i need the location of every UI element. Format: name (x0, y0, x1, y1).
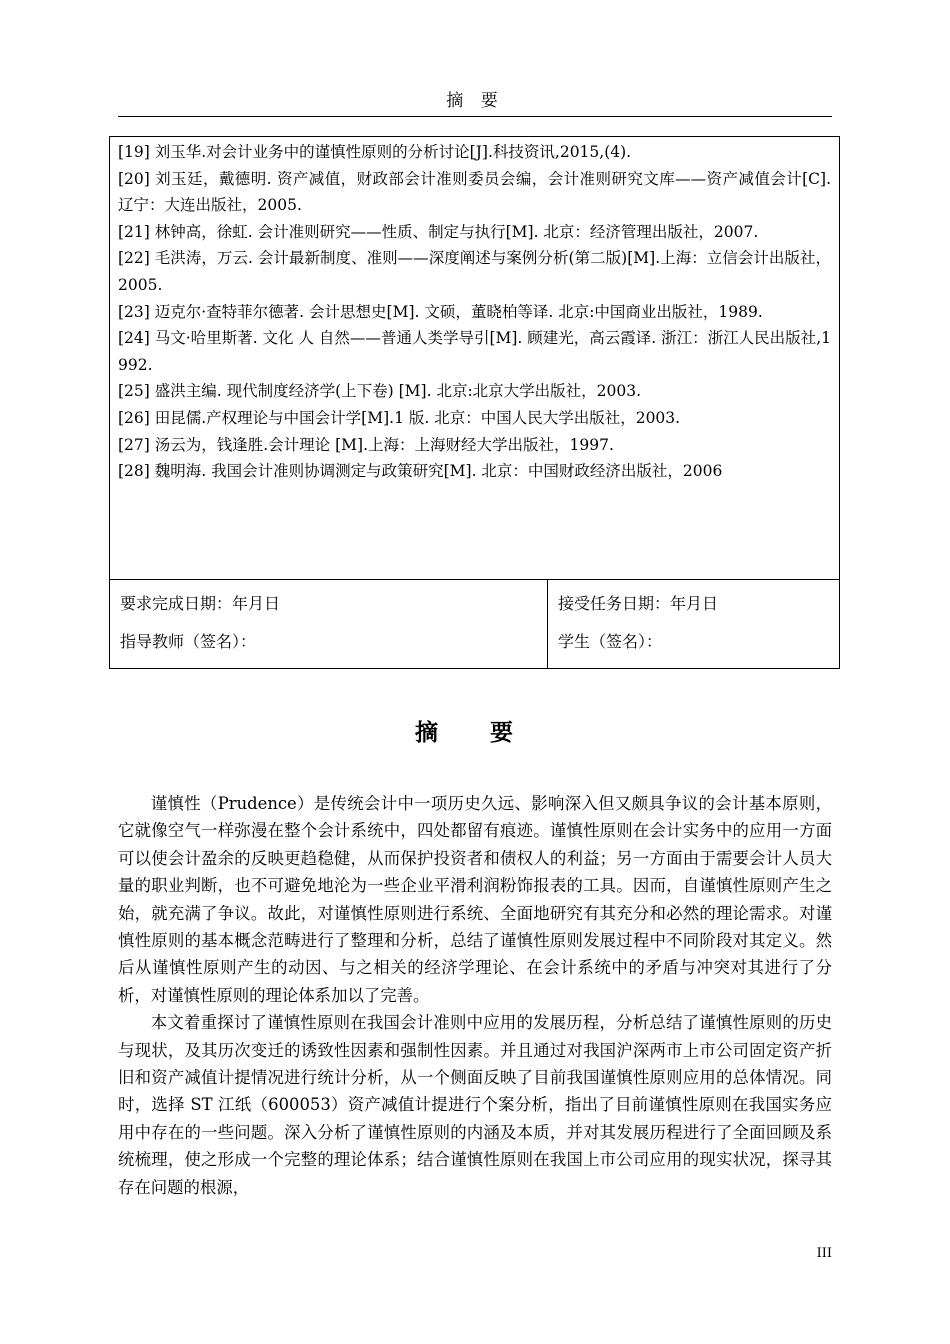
page-number: III (816, 1246, 832, 1261)
due-date-label: 要求完成日期：年月日 (120, 594, 281, 613)
reference-item: [23] 迈克尔·查特菲尔德著. 会计思想史[M]. 文硕，董晓柏等译. 北京:中国商业出版社，1989. (118, 302, 763, 321)
abstract-paragraph: 本文着重探讨了谨慎性原则在我国会计准则中应用的发展历程，分析总结了谨慎性原则的历史与现状，及其历次变迁的诱致性因素和强制性因素。并且通过对我国沪深两市上市公司固定资产折旧和资产减值计提情况进行统计分析，从一个侧面反映了目前我国谨慎性原则应用的总体情况。同时，选择 ST 江纸（600053）资产减值计提进行个案分析，指出了目前谨慎性原则在我国实务应用中存在的一些问题。深入分析了谨慎性原则的内涵及本质，并对其发展历程进行了全面回顾及系统梳理，使之形成一个完整的理论体系；结合谨慎性原则在我国上市公司应用的现实状况，探寻其存在问题的根源， (118, 1013, 832, 1197)
reference-item: [19] 刘玉华.对会计业务中的谨慎性原则的分析讨论[J].科技资讯,2015,(4). (118, 143, 632, 161)
signature-left-cell (110, 580, 548, 668)
signature-right-cell (548, 580, 839, 668)
reference-item: [26] 田昆儒.产权理论与中国会计学[M].1 版. 北京：中国人民大学出版社，2003. (118, 408, 681, 427)
signature-table (109, 579, 840, 669)
abstract-title: 摘 要 (414, 720, 535, 746)
student-signature-label: 学生（签名）： (558, 632, 663, 651)
reference-item: [24] 马文·哈里斯著. 文化 人 自然——普通人类学导引[M]. 顾建光，高云霞译. 浙江：浙江人民出版社,1992. (118, 329, 831, 374)
reference-item: [25] 盛洪主编. 现代制度经济学(上下卷) [M]. 北京:北京大学出版社，2003. (118, 382, 642, 401)
reference-item: [21] 林钟高，徐虹. 会计准则研究——性质、制定与执行[M]. 北京：经济管理出版社，2007. (118, 222, 759, 241)
abstract-body (118, 790, 832, 1201)
reference-item: [27] 汤云为，钱逢胜.会计理论 [M].上海：上海财经大学出版社，1997. (118, 435, 614, 454)
header-rule (118, 116, 832, 117)
abstract-paragraph: 谨慎性（Prudence）是传统会计中一项历史久远、影响深入但又颇具争议的会计基本原则，它就像空气一样弥漫在整个会计系统中，四处都留有痕迹。谨慎性原则在会计实务中的应用一方面可以使会计盈余的反映更趋稳健，从而保护投资者和债权人的利益；另一方面由于需要会计人员大量的职业判断，也不可避免地沦为一些企业平滑利润粉饰报表的工具。因而，自谨慎性原则产生之始，就充满了争议。故此，对谨慎性原则进行系统、全面地研究有其充分和必然的理论需求。对谨慎性原则的基本概念范畴进行了整理和分析，总结了谨慎性原则发展过程中不同阶段对其定义。然后从谨慎性原则产生的动因、与之相关的经济学理论、在会计系统中的矛盾与冲突对其进行了分析，对谨慎性原则的理论体系加以了完善。 (118, 794, 832, 1005)
reference-item: [28] 魏明海. 我国会计准则协调测定与政策研究[M]. 北京：中国财政经济出版社，2006 (118, 462, 723, 481)
accept-date-label: 接受任务日期：年月日 (558, 594, 719, 613)
reference-item: [20] 刘玉廷，戴德明. 资产减值，财政部会计准则委员会编，会计准则研究文库——资产减值会计[C]. 辽宁：大连出版社，2005. (118, 169, 831, 215)
reference-list (118, 139, 831, 485)
running-header-title: 摘 要 (446, 91, 504, 111)
reference-item: [22] 毛洪涛，万云. 会计最新制度、准则——深度阐述与案例分析(第二版)[M].上海：立信会计出版社，2005. (118, 249, 831, 294)
references-box (109, 136, 840, 580)
advisor-signature-label: 指导教师（签名）： (120, 632, 257, 651)
